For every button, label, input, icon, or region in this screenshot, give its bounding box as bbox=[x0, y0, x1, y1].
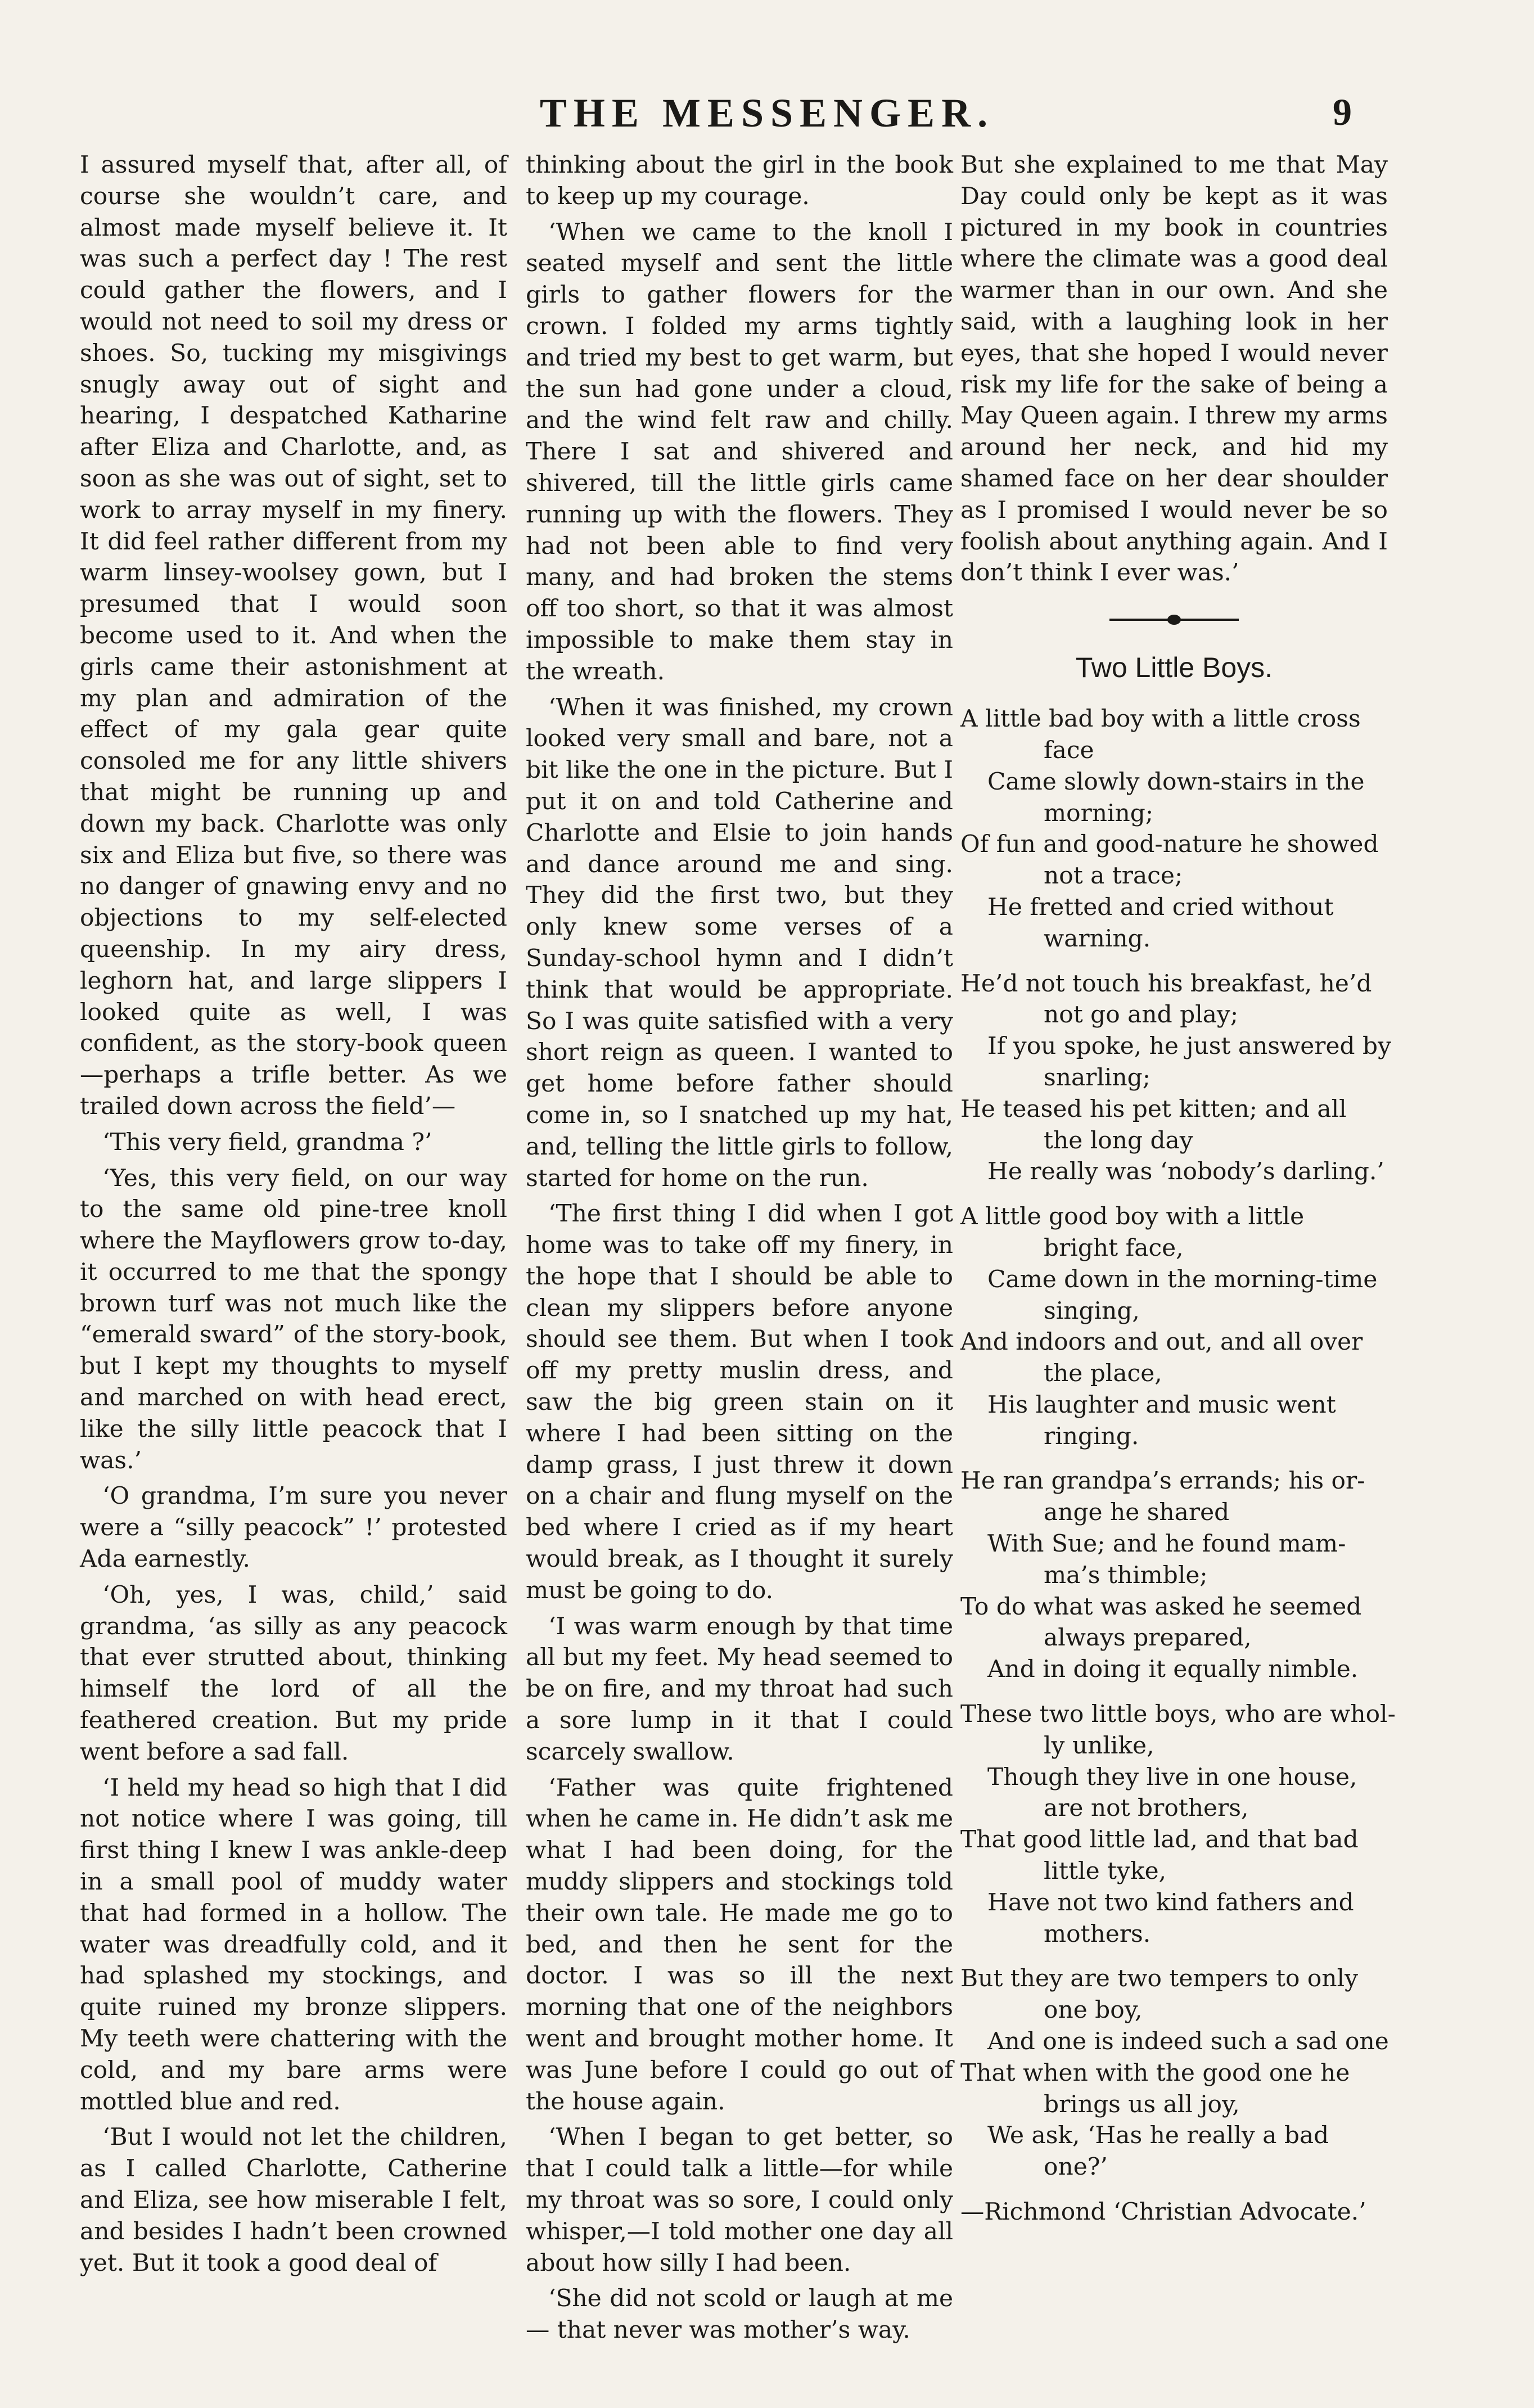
poem-line-continuation: singing, bbox=[1044, 1296, 1140, 1324]
page-number: 9 bbox=[1333, 91, 1352, 133]
poem-line-continuation: always prepared, bbox=[1044, 1624, 1252, 1652]
paragraph: ‘But I would not let the children, as I called Charlotte, Catherine and Eliza, see how miserable I felt, and besides I hadn’t been crowned yet. But it took a good deal of bbox=[80, 2123, 507, 2276]
column-1 bbox=[80, 149, 507, 2283]
poem-line: He ran grandpa’s errands; his or- bbox=[960, 1467, 1365, 1495]
poem-line-continuation: the long day bbox=[1044, 1126, 1193, 1154]
poem-line: Came slowly down-stairs in the bbox=[987, 767, 1365, 795]
poem-line-continuation: mothers. bbox=[1044, 1919, 1151, 1947]
poem-line: Have not two kind fathers and bbox=[987, 1888, 1354, 1916]
poem-line-continuation: warning. bbox=[1044, 924, 1151, 952]
poem-stanza bbox=[960, 1963, 1388, 2182]
paragraph: ‘Father was quite frightened when he came in. He didn’t ask me what I had been doing, for the muddy slippers and stockings told their own tale. He made me go to bed, and then he sent for the doctor. I was so ill the next morning that one of the neighbors went and brought mother home. It was June before I could go out of the house again. bbox=[526, 1773, 953, 2115]
paragraph: ‘This very field, grandma ?’ bbox=[102, 1128, 432, 1156]
masthead-title: THE MESSENGER. bbox=[539, 91, 995, 136]
poem-stanza bbox=[960, 703, 1388, 954]
poem-stanza bbox=[960, 1465, 1388, 1685]
column-3 bbox=[960, 149, 1396, 2227]
poem-stanza bbox=[960, 968, 1392, 1188]
paragraph: thinking about the girl in the book to keep up my courage. bbox=[526, 151, 953, 210]
paragraph: ‘The first thing I did when I got home was to take off my finery, in the hope that I should be able to clean my slippers before anyone should see them. But when I took off my pretty muslin dress, and saw the big green stain on it where I had been sitting on the damp grass, I just threw it down on a chair and flung myself on the bed where I cried as if my heart would break, as I thought it surely must be going to do. bbox=[526, 1200, 953, 1604]
poem-credit: —Richmond ‘Christian Advocate.’ bbox=[960, 2198, 1366, 2226]
paragraph: ‘When I began to get better, so that I could talk a little—for while my throat was so sore, I could only whisper,—I told mother one day all about how silly I had been. bbox=[526, 2123, 953, 2276]
paragraph: ‘I was warm enough by that time all but my feet. My head seemed to be on fire, and my throat had such a sore lump in it that I could scarcely swallow. bbox=[526, 1612, 953, 1765]
poem-line: That when with the good one he bbox=[960, 2058, 1350, 2086]
poem-line-continuation: morning; bbox=[1044, 799, 1154, 827]
column-2 bbox=[526, 149, 953, 2350]
paragraph: ‘Oh, yes, I was, child,’ said grandma, ‘as silly as any peacock that ever strutted about, thinking himself the lord of all the feathered creation. But my pride went before a sad fall. bbox=[80, 1580, 507, 1765]
poem-line: That good little lad, and that bad bbox=[960, 1825, 1359, 1854]
poem-line: Came down in the morning-time bbox=[987, 1265, 1378, 1293]
poem-line: He teased his pet kitten; and all bbox=[960, 1094, 1347, 1122]
poem-line-continuation: are not brothers, bbox=[1044, 1794, 1249, 1822]
poem-line-continuation: face bbox=[1044, 736, 1094, 764]
poem-line-continuation: bright face, bbox=[1044, 1233, 1184, 1261]
paragraph: ‘She did not scold or laugh at me — that never was mother’s way. bbox=[526, 2284, 953, 2344]
paragraph: But she explained to me that May Day could only be kept as it was pictured in my book in countries where the climate was a good deal warmer than in our own. And she said, with a laughing look in her eyes, that she hoped I would never risk my life for the sake of being a May Queen again. I threw my arms around her neck, and hid my shamed face on her dear shoulder as I promised I would never be so foolish about anything again. And I don’t think I ever was.’ bbox=[960, 151, 1388, 587]
poem-line-continuation: ringing. bbox=[1044, 1422, 1139, 1450]
poem-line-continuation: one boy, bbox=[1044, 1996, 1143, 2024]
poem-line: He fretted and cried without bbox=[987, 892, 1334, 921]
poem-line: These two little boys, who are whol- bbox=[960, 1700, 1396, 1728]
poem-line: A little good boy with a little bbox=[960, 1202, 1305, 1230]
poem-line-continuation: one?’ bbox=[1044, 2153, 1108, 2181]
poem-line-continuation: not go and play; bbox=[1044, 1000, 1239, 1029]
poem-line: With Sue; and he found mam- bbox=[987, 1530, 1346, 1558]
poem-line-continuation: the place, bbox=[1044, 1359, 1162, 1387]
paragraph: ‘O grandma, I’m sure you never were a “silly peacock” !’ protested Ada earnestly. bbox=[80, 1482, 507, 1573]
poem-line: Of fun and good-nature he showed bbox=[960, 830, 1379, 858]
poem-line: A little bad boy with a little cross bbox=[960, 705, 1361, 733]
paragraph: ‘When we came to the knoll I seated myself and sent the little girls to gather flowers for the crown. I folded my arms tightly and tried my best to get warm, but the sun had gone under a cloud, and the wind felt raw and chilly. There I sat and shivered and shivered, till the little girls came running up with the flowers. They had not been able to find very many, and had broken the stems off too short, so that it was almost impossible to make them stay in the wreath. bbox=[526, 218, 953, 685]
poem-line-continuation: ange he shared bbox=[1044, 1498, 1230, 1526]
poem-line-continuation: snarling; bbox=[1044, 1063, 1151, 1091]
poem-line: And in doing it equally nimble. bbox=[987, 1655, 1359, 1683]
poem-line: And one is indeed such a sad one bbox=[987, 2027, 1389, 2055]
poem-line: His laughter and music went bbox=[987, 1390, 1336, 1418]
paragraph: ‘Yes, this very field, on our way to the same old pine-tree knoll where the Mayflowers grow to-day, it occurred to me that the spongy brown turf was not much like the “emerald sward” of the story-book, but I kept my thoughts to myself and marched on with head erect, like the silly little peacock that I was.’ bbox=[80, 1164, 507, 1474]
poem-line-continuation: brings us all joy, bbox=[1044, 2090, 1240, 2118]
paragraph: I assured myself that, after all, of course she wouldn’t care, and almost made myself believe it. It was such a perfect day ! The rest could gather the flowers, and I would not need to soil my dress or shoes. So, tucking my misgivings snugly away out of sight and hearing, I despatched Katharine after Eliza and Charlotte, and, as soon as she was out of sight, set to work to array myself in my finery. It did feel rather different from my warm linsey-woolsey gown, but I presumed that I would soon become used to it. And when the girls came their astonishment at my plan and admiration of the effect of my gala gear quite consoled me for any little shivers that might be running up and down my back. Charlotte was only six and Eliza but five, so there was no danger of gnawing envy and no objections to my self-elected queenship. In my airy dress, leghorn hat, and large slippers I looked quite as well, I was confident, as the story-book queen —perhaps a trifle better. As we trailed down across the field’— bbox=[80, 151, 507, 1120]
section-divider bbox=[1109, 611, 1239, 628]
poem-line: He really was ‘nobody’s darling.’ bbox=[987, 1157, 1384, 1185]
poem-stanza bbox=[960, 1201, 1388, 1451]
poem-line-continuation: not a trace; bbox=[1044, 862, 1183, 890]
poem-line: He’d not touch his breakfast, he’d bbox=[960, 969, 1372, 997]
poem-line-continuation: little tyke, bbox=[1044, 1857, 1167, 1885]
poem-line: And indoors and out, and all over bbox=[960, 1328, 1363, 1356]
paragraph: ‘I held my head so high that I did not notice where I was going, till first thing I knew I was ankle-deep in a small pool of muddy water that had formed in a hollow. The water was dreadfully cold, and it had splashed my stockings, and quite ruined my bronze slippers. My teeth were chattering with the cold, and my bare arms were mottled blue and red. bbox=[80, 1773, 507, 2115]
poem-line: If you spoke, he just answered by bbox=[987, 1032, 1392, 1060]
poem-line: Though they live in one house, bbox=[987, 1762, 1357, 1791]
poem-line-continuation: ma’s thimble; bbox=[1044, 1561, 1208, 1589]
poem-title: Two Little Boys. bbox=[1075, 652, 1273, 684]
poem-line-continuation: ly unlike, bbox=[1044, 1731, 1154, 1759]
poem-line: To do what was asked he seemed bbox=[960, 1592, 1362, 1620]
poem-body bbox=[960, 703, 1396, 2182]
poem-line: We ask, ‘Has he really a bad bbox=[987, 2121, 1329, 2149]
paragraph: ‘When it was finished, my crown looked very small and bare, not a bit like the one in the picture. But I put it on and told Catherine and Charlotte and Elsie to join hands and dance around me and sing. They did the first two, but they only knew some verses of a Sunday-school hymn and I didn’t think that would be appropriate. So I was quite satisfied with a very short reign as queen. I wanted to get home before father should come in, so I snatched up my hat, and, telling the little girls to follow, started for home on the run. bbox=[526, 693, 953, 1192]
poem-stanza bbox=[960, 1698, 1396, 1949]
poem-line: But they are two tempers to only bbox=[960, 1964, 1359, 1992]
running-head bbox=[0, 84, 1534, 146]
